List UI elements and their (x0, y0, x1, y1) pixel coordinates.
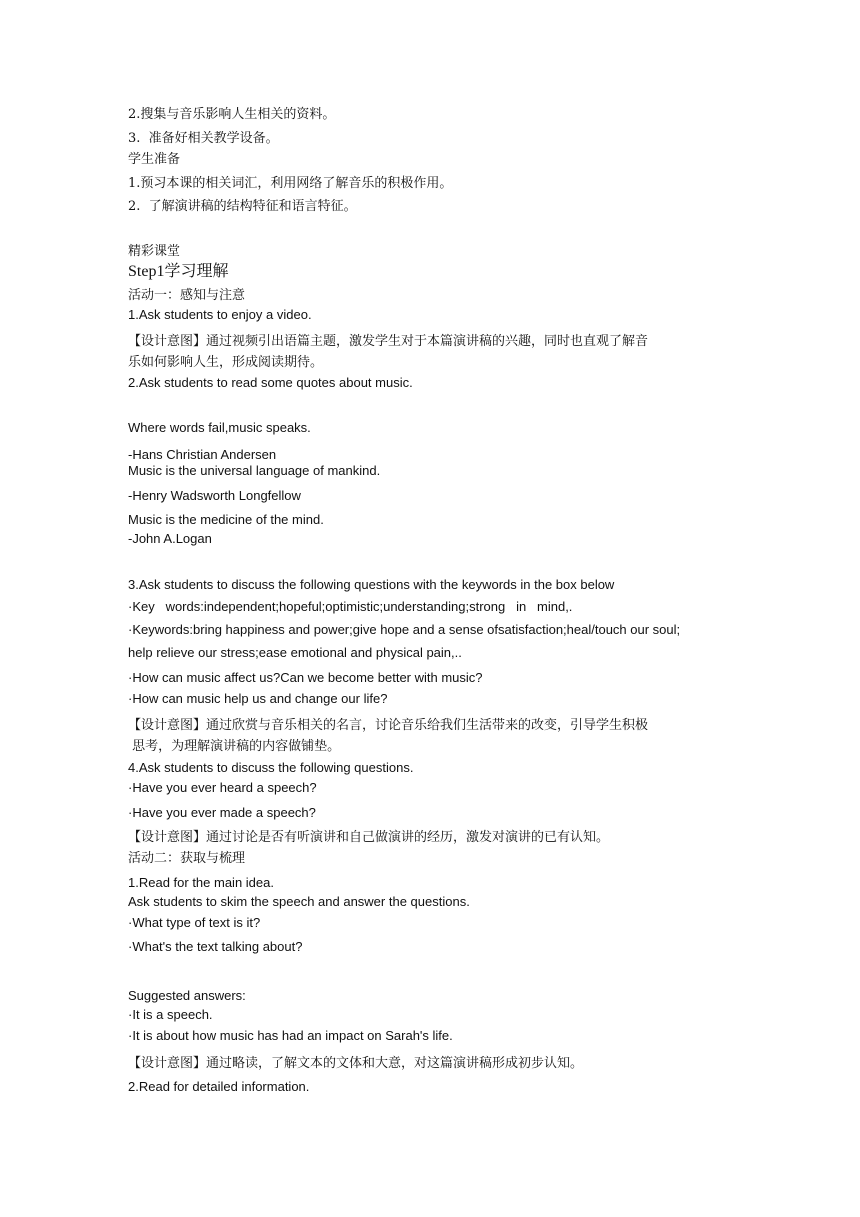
quote: Music is the medicine of the mind. (128, 512, 324, 527)
text-line: 3. 准备好相关教学设备。 (128, 131, 279, 146)
quote-author: -Hans Christian Andersen (128, 447, 277, 462)
bullet-item: ·Have you ever made a speech? (128, 805, 316, 820)
design-intent: 【设计意图】通过欣赏与音乐相关的名言，讨论音乐给我们生活带来的改变，引导学生积极 (128, 718, 649, 733)
quote: Where words fail,music speaks. (128, 420, 311, 435)
text-line: 1.预习本课的相关词汇，利用网络了解音乐的积极作用。 (128, 176, 453, 191)
activity-heading: 活动二：获取与梳理 (128, 851, 246, 866)
design-intent: 乐如何影响人生，形成阅读期待。 (128, 355, 324, 370)
bullet-item: ·Keywords:bring happiness and power;give hope and a sense ofsatisfaction;heal/touch our soul; (128, 622, 681, 637)
activity-heading: 活动一：感知与注意 (128, 288, 246, 303)
text-line: 1.Read for the main idea. (128, 875, 274, 890)
bullet-item: ·It is about how music has had an impact on Sarah's life. (128, 1028, 453, 1043)
bullet-item: ·What type of text is it? (128, 915, 261, 930)
text-line: 2. 了解演讲稿的结构特征和语言特征。 (128, 199, 357, 214)
text-line: Suggested answers: (128, 988, 246, 1003)
text-line: help relieve our stress;ease emotional and physical pain,.. (128, 645, 462, 660)
quote-author: -John A.Logan (128, 531, 212, 546)
text-line: 2.Read for detailed information. (128, 1079, 310, 1094)
bullet-item: ·Key words:independent;hopeful;optimistic;understanding;strong in mind,. (128, 599, 573, 614)
quote-author: -Henry Wadsworth Longfellow (128, 488, 301, 503)
step-heading: Step1学习理解 (128, 263, 229, 280)
bullet-item: ·How can music affect us?Can we become better with music? (128, 670, 483, 685)
design-intent: 思考，为理解演讲稿的内容做铺垫。 (128, 739, 341, 754)
text-line: 2.搜集与音乐影响人生相关的资料。 (128, 107, 336, 122)
bullet-item: ·Have you ever heard a speech? (128, 780, 317, 795)
bullet-item: ·What's the text talking about? (128, 939, 303, 954)
design-intent: 【设计意图】通过讨论是否有听演讲和自己做演讲的经历，激发对演讲的已有认知。 (128, 830, 610, 845)
text-line: 1.Ask students to enjoy a video. (128, 307, 312, 322)
bullet-item: ·It is a speech. (128, 1007, 213, 1022)
text-line: 2.Ask students to read some quotes about music. (128, 375, 413, 390)
text-line: 3.Ask students to discuss the following questions with the keywords in the box below (128, 577, 615, 592)
section-label: 精彩课堂 (128, 244, 181, 259)
design-intent: 【设计意图】通过略读，了解文本的文体和大意，对这篇演讲稿形成初步认知。 (128, 1056, 584, 1071)
quote: Music is the universal language of mankind. (128, 463, 381, 478)
bullet-item: ·How can music help us and change our life? (128, 691, 388, 706)
section-label: 学生准备 (128, 152, 181, 167)
text-line: 4.Ask students to discuss the following questions. (128, 760, 414, 775)
design-intent: 【设计意图】通过视频引出语篇主题，激发学生对于本篇演讲稿的兴趣，同时也直观了解音 (128, 334, 649, 349)
text-line: Ask students to skim the speech and answer the questions. (128, 894, 470, 909)
